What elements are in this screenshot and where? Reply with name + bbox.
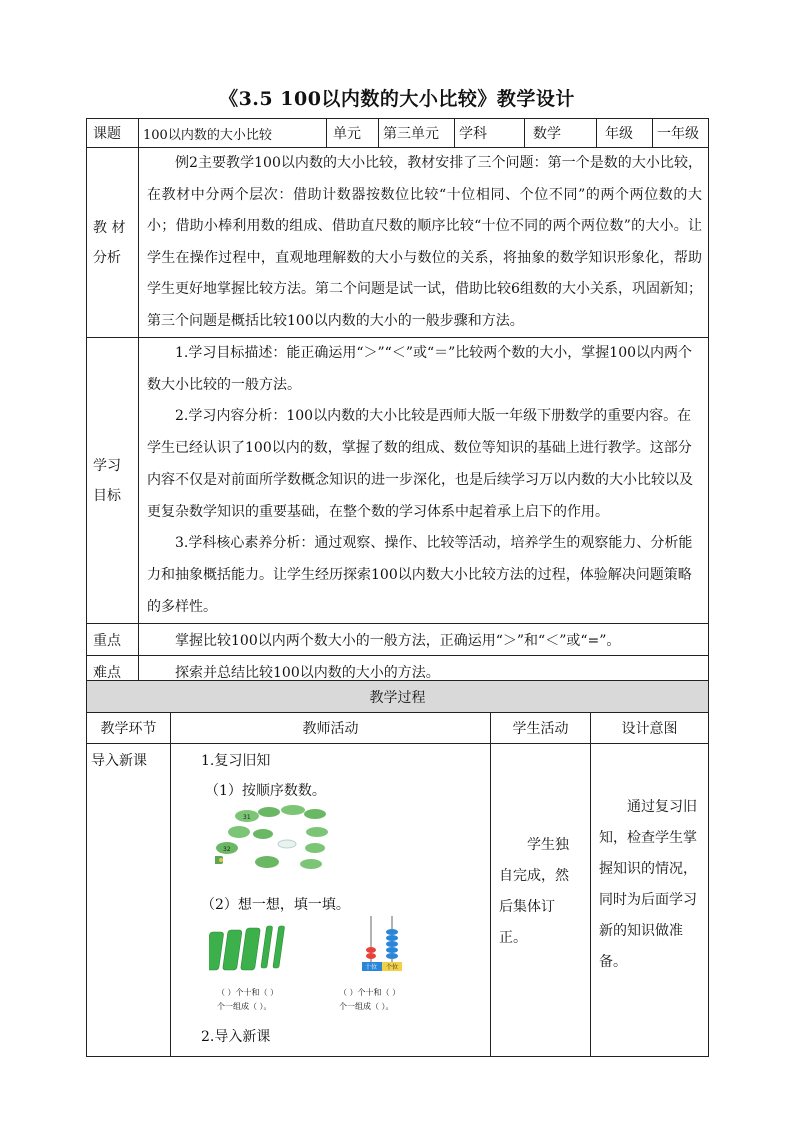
student-activity-cell xyxy=(491,744,591,1057)
col-teacher-header: 教师活动 xyxy=(171,713,491,744)
grade-value: 一年级 xyxy=(653,119,709,148)
intro-heading: 2.导入新课 xyxy=(201,1029,271,1045)
objective-1: 1.学习目标描述：能正确运用“＞”“＜”或“＝”比较两个数的大小，掌握100以内两个数大小比较的一般方法。 xyxy=(147,345,693,393)
intent-cell xyxy=(591,744,709,1057)
process-header: 教学过程 xyxy=(87,681,709,713)
fill-left-line2: 个一组成（ ）。 xyxy=(217,1002,272,1011)
objectives-label xyxy=(87,338,139,624)
course-value: 100以内数的大小比较 xyxy=(139,119,327,148)
abacus-ones-label: 个位 xyxy=(386,964,399,971)
lotus-leaves-illustration xyxy=(215,804,345,884)
fill-left xyxy=(217,986,278,1014)
process-table xyxy=(86,680,709,1057)
page-title: 《3.5 100以内数的大小比较》教学设计 xyxy=(219,88,575,110)
analysis-label xyxy=(87,148,139,338)
unit-label: 单元 xyxy=(327,119,379,148)
course-info-table xyxy=(86,118,709,688)
analysis-text: 例2主要教学100以内数的大小比较，教材安排了三个问题：第一个是数的大小比较，在教材中分两个层次：借助计数器按数位比较“十位相同、个位不同”的两个两位数的大小；借助小棒利用数的组成、借助直尺数的顺序比较“十位不同的两个两位数”的大小。让学生在操作过程中，直观地理解数的大小与数位的关系，将抽象的数学知识形象化，帮助学生更好地掌握比较方法。第二个问题是试一试，借助比较6组数的大小关系，巩固新知；第三个问题是概括比较100以内数的大小的一般步骤和方法。 xyxy=(147,155,702,329)
difficulty-label: 难点 xyxy=(87,656,139,688)
lotus-number-b: 32 xyxy=(223,846,231,853)
stage-cell xyxy=(87,744,171,1057)
analysis-label-line2: 分析 xyxy=(93,249,121,266)
course-label: 课题 xyxy=(87,119,139,148)
intent-text: 通过复习旧知，检查学生掌握知识的情况，同时为后面学习新的知识做准备。 xyxy=(599,799,697,970)
objective-3: 3.学科核心素养分析：通过观察、操作、比较等活动，培养学生的观察能力、分析能力和抽象概括能力。让学生经历探索100以内数大小比较方法的过程，体验解决问题策略的多样性。 xyxy=(147,535,693,615)
key-label: 重点 xyxy=(87,624,139,656)
difficulty-text: 探索并总结比较100以内数的大小的方法。 xyxy=(139,656,709,688)
grade-label: 年级 xyxy=(597,119,653,148)
objectives-label-line2: 目标 xyxy=(93,487,121,504)
review-heading: 1.复习旧知 xyxy=(201,753,271,769)
abacus-tens-label: 十位 xyxy=(365,964,378,971)
fill-right-line1: （ ）个十和（ ） xyxy=(339,988,401,997)
question-2: （2）想一想，填一填。 xyxy=(201,897,350,913)
stage-label: 导入新课 xyxy=(91,753,147,769)
student-activity-text: 学生独自完成，然后集体订正。 xyxy=(499,837,569,946)
analysis-label-line1: 教 材 xyxy=(93,219,126,236)
subject-label: 学科 xyxy=(455,119,525,148)
teacher-activity-cell xyxy=(171,744,491,1057)
col-stage-header: 教学环节 xyxy=(87,713,171,744)
col-student-header: 学生活动 xyxy=(491,713,591,744)
abacus-illustration xyxy=(361,916,411,978)
lotus-number-a: 31 xyxy=(243,814,251,821)
fill-right xyxy=(339,986,400,1014)
objective-2: 2.学习内容分析：100以内数的大小比较是西师大版一年级下册数学的重要内容。在学生已经认识了100以内的数，掌握了数的组成、数位等知识的基础上进行教学。这部分内容不仅是对前面所学数概念知识的进一步深化，也是后续学习万以内数的大小比较以及更复杂数学知识的重要基础，在整个数的学习体系中起着承上启下的作用。 xyxy=(147,408,693,520)
objectives-label-line1: 学习 xyxy=(93,457,121,474)
col-intent-header: 设计意图 xyxy=(591,713,709,744)
key-text: 掌握比较100以内两个数大小的一般方法，正确运用“＞”和“＜”或“=”。 xyxy=(139,624,709,656)
subject-value: 数学 xyxy=(525,119,597,148)
fill-left-line1: （ ）个十和（ ） xyxy=(217,988,279,997)
sticks-bundle-illustration xyxy=(209,924,299,972)
unit-value: 第三单元 xyxy=(379,119,455,148)
fill-right-line2: 个一组成（ ）。 xyxy=(339,1002,394,1011)
question-1: （1）按顺序数数。 xyxy=(205,783,326,799)
